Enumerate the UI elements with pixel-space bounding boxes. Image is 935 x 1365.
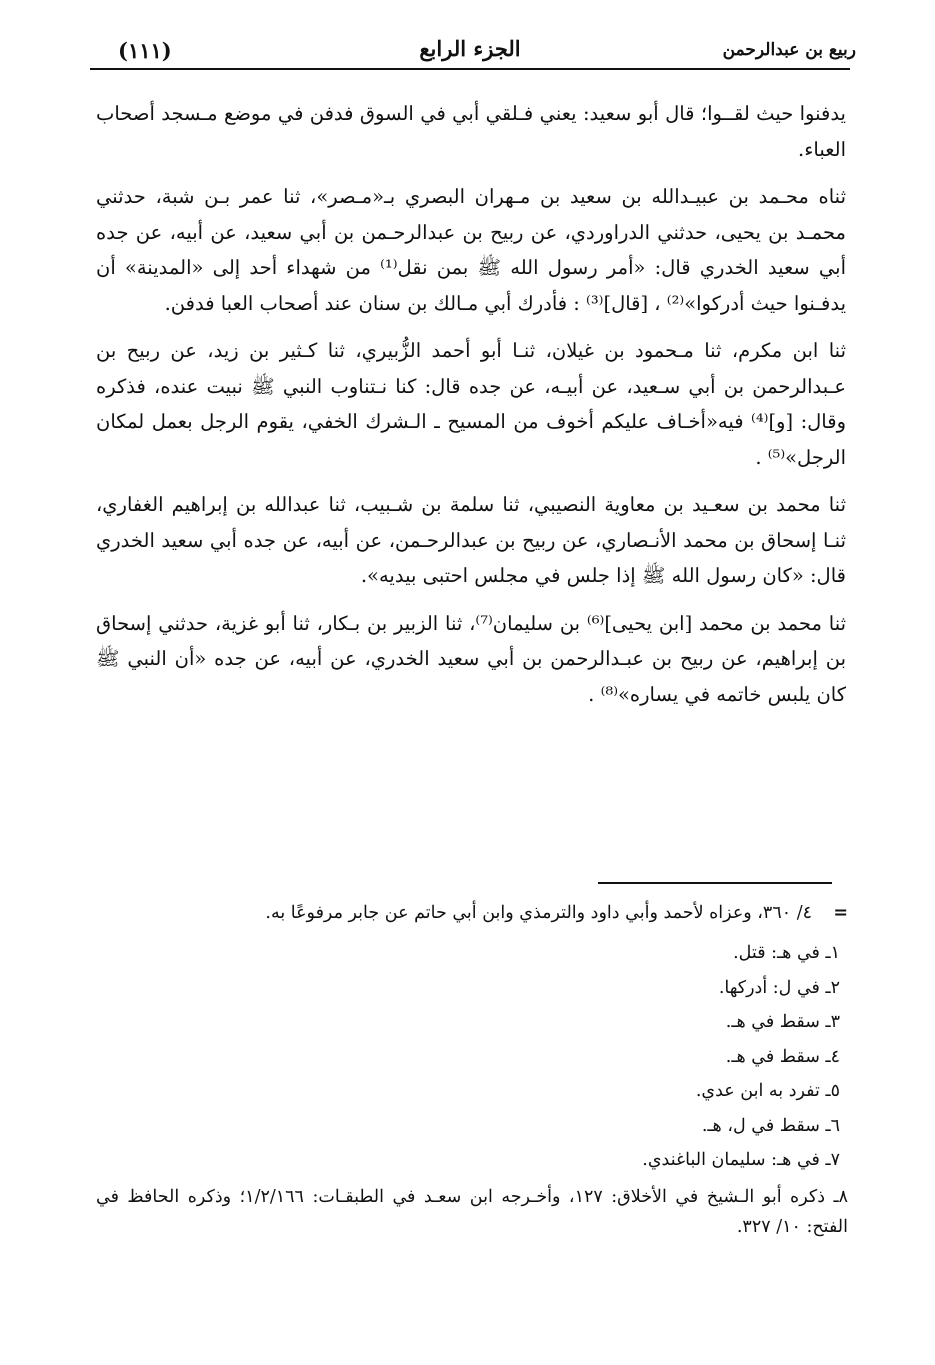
footnote-item: ٤ـ سقط في هـ. <box>725 1046 840 1067</box>
footnote-continuation <box>96 896 848 930</box>
running-header <box>90 34 856 70</box>
footnote-item: ٥ـ تفرد به ابن عدي. <box>695 1081 840 1101</box>
paragraph: يدفنوا حيث لقــوا؛ قال أبو سعيد: يعني فـلقي أبي في السوق فدفن في موضع مـسجد أصحاب العباء. <box>96 102 846 161</box>
footnotes <box>96 896 848 1242</box>
footnote-item: ١ـ في هـ: قتل. <box>733 943 840 963</box>
continuation-text: ٤/ ٣٦٠، وعزاه لأحمد وأبي داود والترمذي وابن أبي حاتم عن جابر مرفوعًا به. <box>265 903 812 923</box>
footnote-item: ٧ـ في هـ: سليمان الباغندي. <box>642 1150 840 1170</box>
footnote-item: ٨ـ ذكره أبو الـشيخ في الأخلاق: ١٢٧، وأخـرجه ابن سعـد في الطبقـات: ١/٢/١٦٦؛ وذكره الحافظ في الفتح: ١٠/ ٣٢٧. <box>96 1186 849 1237</box>
continuation-mark: = <box>833 903 848 923</box>
footnote-item: ٦ـ سقط في ل، هـ. <box>701 1115 840 1136</box>
footnote-item: ٢ـ في ل: أدركها. <box>718 977 840 998</box>
paragraph: ثناه محـمد بن عبيـدالله بن سعيد بن مـهران البصري بـ«مـصر»، ثنا عمر بـن شبة، حدثني محمـد بن يحيى، حدثني الدراوردي، عن ربيح بن عبدالرحـمن بن أبي سعيد، عن أبيه، عن جده أبي سعيد الخدري قال: «أمر رسول الله ﷺ بمن نقل⁽¹⁾ من شهداء أحد إلى «المدينة» أن يدفـنوا حيث أدركوا»⁽²⁾ ، [قال]⁽³⁾ : فأدرك أبي مـالك بن سنان عند أصحاب العبا فدفن. <box>96 185 846 315</box>
footnote-separator <box>598 882 832 884</box>
paragraph: ثنا محمد بن سعـيد بن معاوية النصيبي، ثنا سلمة بن شـبيب، ثنا عبدالله بن إبراهيم الغفاري، ثنـا إسحاق بن محمد الأنـصاري، عن ربيح بن عبدالرحـمن، عن أبيه، عن جده أبي سعيد الخدري قال: «كان رسول الله ﷺ إذا جلس في مجلس احتبى بيديه». <box>96 493 846 587</box>
main-text <box>96 96 846 724</box>
footnote-list <box>96 936 848 1242</box>
entry-name: ربيع بن عبدالرحمن <box>722 40 856 60</box>
paragraph: ثنا ابن مكرم، ثنا مـحمود بن غيلان، ثنـا أبو أحمد الزُّبيري، ثنا كـثير بن زيد، عن ربيح بن عـبدالرحمن بن أبي سـعيد، عن أبيـه، عن جده قال: كنا نـتناوب النبي ﷺ نبيت عنده، فذكره وقال: [و]⁽⁴⁾ فيه«أخـاف عليكم أخوف من المسيح ـ الـشرك الخفي، يقوم الرجل بعمل لمكان الرجل»⁽⁵⁾ . <box>96 339 846 469</box>
paragraph: ثنا محمد بن محمد [ابن يحيى]⁽⁶⁾ بن سليمان⁽⁷⁾، ثنا الزبير بن بـكار، ثنا أبو غزية، حدثني إسحاق بن إبراهيم، عن ربيح بن عبـدالرحمن بن أبي سعيد الخدري، عن أبيه، عن جده «أن النبي ﷺ كان يلبس خاتمه في يساره»⁽⁸⁾ . <box>96 611 847 706</box>
footnote-item: ٣ـ سقط في هـ. <box>725 1012 840 1032</box>
page-number: (١١١) <box>118 38 172 63</box>
volume-title: الجزء الرابع <box>419 36 521 61</box>
